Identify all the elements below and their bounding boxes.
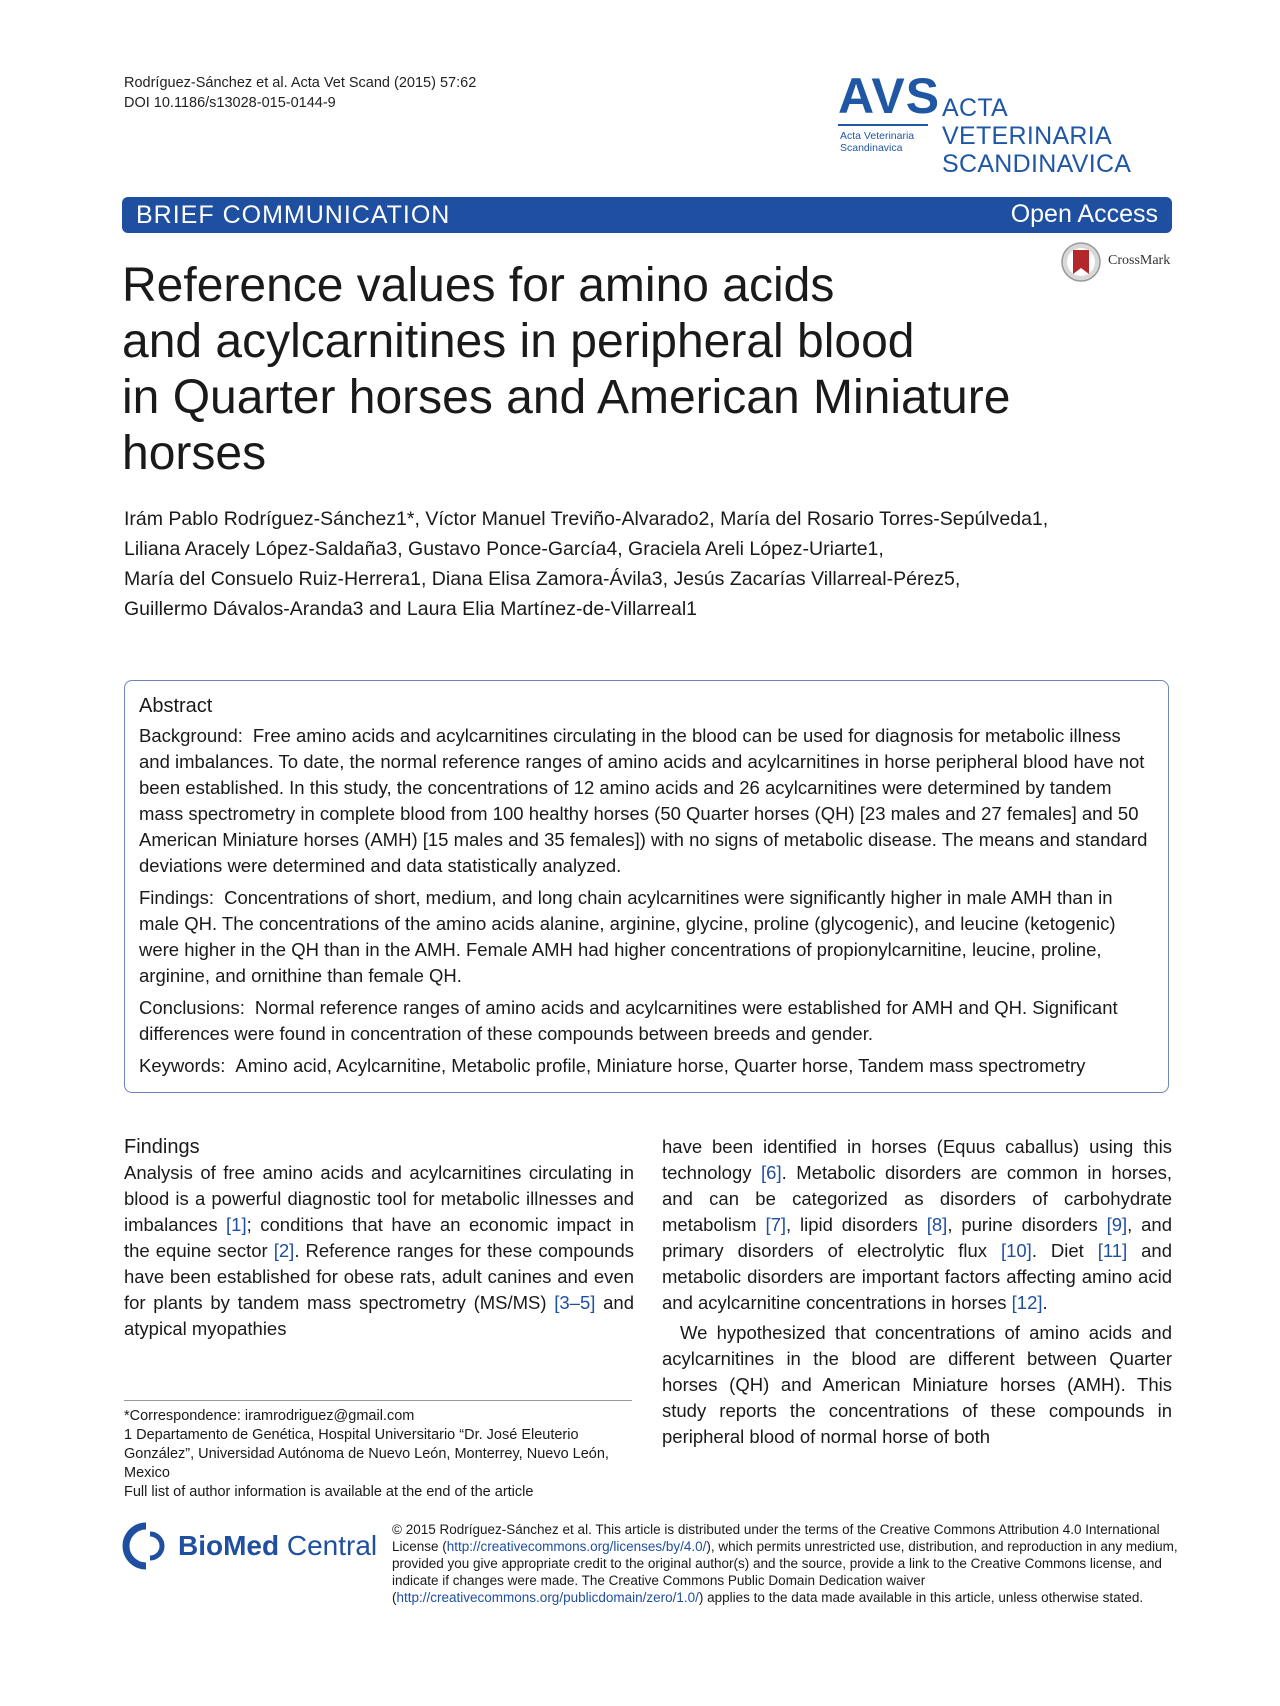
findings-text: Concentrations of short, medium, and long chain acylcarnitines were significantly higher in male AMH than in male QH. The concentrations of the amino acids alanine, arginine, glycine, proline (glycogenic), and leucine (ketogenic) were higher in the QH than in the AMH. Female AMH had higher concentrations of propionylcarnitine, leucine, proline, arginine, and ornithine than female QH.	[139, 887, 1116, 986]
abstract-keywords	[139, 1053, 1154, 1079]
footnotes	[124, 1407, 634, 1502]
paragraph-text: . Metabolic disorders are common in horses, and can be categorized as disorders of carbohydrate metabolism	[662, 1162, 1173, 1235]
paragraph-text: ; conditions that have an economic impact in the equine sector	[124, 1214, 634, 1261]
abstract-heading: Abstract	[139, 695, 213, 717]
citation-link[interactable]: [12]	[1011, 1292, 1043, 1313]
background-label: Background:	[139, 725, 243, 746]
findings-label: Findings:	[139, 887, 215, 908]
paragraph-text: Analysis of free amino acids and acylcarnitines circulating in blood is a powerful diagnostic tool for metabolic illnesses and imbalances	[124, 1162, 634, 1235]
logo-divider	[838, 124, 928, 126]
body-paragraph: We hypothesized that concentrations of amino acids and acylcarnitines in the blood are different between Quarter horses (QH) and American Miniature horses (AMH). This study reports the concentrations of these compounds in peripheral blood of normal horse of both	[662, 1322, 1172, 1447]
paragraph-text: and atypical myopathies	[124, 1292, 634, 1339]
license-statement	[392, 1521, 1202, 1606]
journal-name-line2: SCANDINAVICA	[942, 150, 1132, 178]
citation-line: Rodríguez-Sánchez et al. Acta Vet Scand (2015) 57:62	[124, 75, 477, 91]
citation-link[interactable]: [7]	[765, 1214, 787, 1235]
author-line: Liliana Aracely López-Saldaña3, Gustavo Ponce-García4, Graciela Areli López-Uriarte1,	[124, 538, 884, 560]
paragraph-text: , lipid disorders	[786, 1214, 927, 1235]
citation-link[interactable]: [6]	[761, 1162, 782, 1183]
citation-link[interactable]: [1]	[226, 1214, 247, 1235]
public-domain-link[interactable]: http://creativecommons.org/publicdomain/zero/1.0/	[396, 1590, 699, 1605]
conclusions-label: Conclusions:	[139, 997, 245, 1018]
findings-heading: Findings	[124, 1136, 200, 1158]
footnote-divider	[124, 1400, 632, 1401]
crossmark-label: CrossMark	[1108, 253, 1171, 268]
journal-logo	[838, 68, 1178, 178]
body-paragraph	[124, 1160, 634, 1342]
journal-name	[942, 94, 1178, 178]
logo-subtitle-line2: Scandinavica	[840, 142, 903, 154]
logo-subtitle-line1: Acta Veterinaria	[840, 130, 915, 142]
background-text: Free amino acids and acylcarnitines circulating in the blood can be used for diagnosis for metabolic illness and imbalances. To date, the normal reference ranges of amino acids and acylcarnitines in horse peripheral blood have not been established. In this study, the concentrations of 12 amino acids and 26 acylcarnitines were determined by tandem mass spectrometry in complete blood from 100 healthy horses (50 Quarter horses (QH) [23 males and 27 females] and 50 American Miniature horses (AMH) [15 males and 35 females]) with no signs of metabolic disease. The means and standard deviations were determined and data statistically analyzed.	[139, 725, 1148, 876]
paragraph-text: . Reference ranges for these compounds have been established for obese rats, adult canines and even for plants by tandem mass spectrometry (MS/MS)	[124, 1240, 634, 1313]
title-line: horses	[122, 427, 267, 480]
abstract-findings	[139, 885, 1154, 989]
paragraph-text: and metabolic disorders are important factors affecting amino acid and acylcarnitine concentrations in horses	[662, 1240, 1172, 1313]
doi-line: DOI 10.1186/s13028-015-0144-9	[124, 95, 336, 111]
paragraph-text: . Diet	[1031, 1240, 1098, 1261]
paragraph-text: , purine disorders	[947, 1214, 1107, 1235]
article-title	[122, 258, 1082, 482]
keywords-label: Keywords:	[139, 1055, 226, 1076]
logo-subtitle	[840, 130, 914, 154]
article-type-label: BRIEF COMMUNICATION	[136, 201, 451, 229]
open-access-label: Open Access	[1010, 200, 1158, 228]
citation-link[interactable]: [8]	[926, 1214, 948, 1235]
title-line: in Quarter horses and American Miniature	[122, 371, 1011, 424]
affiliation-note: 1 Departamento de Genética, Hospital Universitario “Dr. José Eleuterio González”, Universidad Autónoma de Nuevo León, Monterrey, Nuevo León, Mexico	[124, 1427, 609, 1481]
journal-name-line1: ACTA VETERINARIA	[942, 94, 1112, 150]
citation-link[interactable]: [2]	[273, 1240, 295, 1261]
body-paragraph	[662, 1134, 1172, 1316]
license-link[interactable]: http://creativecommons.org/licenses/by/4.0/	[446, 1539, 707, 1554]
citation-link[interactable]: [11]	[1097, 1240, 1128, 1261]
biomed-central-logo-icon	[122, 1522, 170, 1570]
citation-link[interactable]: [10]	[1000, 1240, 1032, 1261]
author-line: Irám Pablo Rodríguez-Sánchez1*, Víctor Manuel Treviño-Alvarado2, María del Rosario Torres-Sepúlveda1,	[124, 508, 1049, 530]
paragraph-text: , and primary disorders of electrolytic flux	[662, 1214, 1173, 1261]
abstract-box	[124, 680, 1169, 1093]
author-line: María del Consuelo Ruiz-Herrera1, Diana Elisa Zamora-Ávila3, Jesús Zacarías Villarreal-Pérez5,	[124, 568, 961, 590]
title-line: and acylcarnitines in peripheral blood	[122, 315, 915, 368]
body-column-right	[662, 1134, 1172, 1450]
body-column-left	[124, 1134, 634, 1342]
author-info-note: Full list of author information is available at the end of the article	[124, 1484, 534, 1500]
keywords-text: Amino acid, Acylcarnitine, Metabolic profile, Miniature horse, Quarter horse, Tandem mass spectrometry	[235, 1055, 1086, 1076]
author-line: Guillermo Dávalos-Aranda3 and Laura Elia Martínez-de-Villarreal1	[124, 598, 698, 620]
abstract-conclusions	[139, 995, 1154, 1047]
publisher-name	[178, 1530, 377, 1562]
citation-link[interactable]: [3–5]	[554, 1292, 596, 1313]
publisher-name-bold: BioMed	[178, 1530, 280, 1561]
avs-logo-letters: AVS	[838, 68, 941, 124]
correspondence-note: *Correspondence: iramrodriguez@gmail.com	[124, 1408, 415, 1424]
section-banner	[122, 197, 1172, 233]
author-list	[124, 504, 1134, 624]
publisher-logo	[122, 1522, 378, 1572]
article-citation	[124, 73, 476, 113]
license-text: ), which permits unrestricted use, distribution, and reproduction in any medium, provided you give appropriate credit to the original author(s) and the source, provide a link to the Creative Commons license, and indicate if changes were made. The Creative Commons Public Domain Dedication waiver (	[392, 1539, 1178, 1605]
license-text: © 2015 Rodríguez-Sánchez et al. This article is distributed under the terms of the Creative Commons Attribution 4.0 International License (	[392, 1522, 1160, 1554]
abstract-background	[139, 723, 1154, 879]
title-line: Reference values for amino acids	[122, 259, 835, 312]
paragraph-text: have been identified in horses (Equus caballus) using this technology	[662, 1136, 1172, 1183]
conclusions-text: Normal reference ranges of amino acids and acylcarnitines were established for AMH and QH. Significant differences were found in concentration of these compounds between breeds and gender.	[139, 997, 1118, 1044]
publisher-name-regular: Central	[279, 1530, 378, 1561]
paragraph-text: .	[1042, 1292, 1048, 1313]
license-text: ) applies to the data made available in this article, unless otherwise stated.	[698, 1590, 1144, 1605]
citation-link[interactable]: [9]	[1106, 1214, 1128, 1235]
